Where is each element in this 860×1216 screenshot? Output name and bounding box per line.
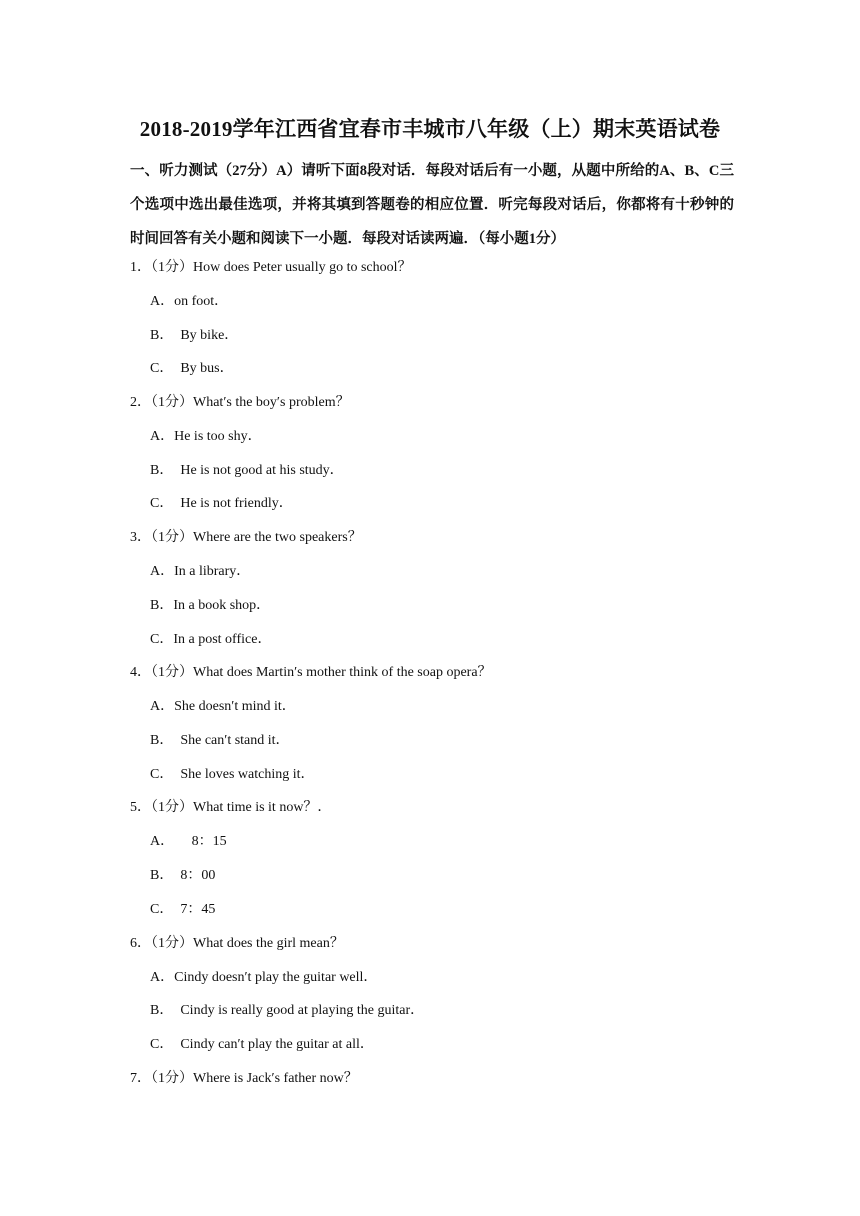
question-3-option-c: C．In a post office．: [150, 632, 272, 647]
question-2-option-c: C． He is not friendly．: [150, 496, 293, 511]
question-2-option-b: B． He is not good at his study．: [150, 463, 344, 478]
question-3-stem: 3．（1分）Where are the two speakers？: [130, 530, 362, 545]
question-3-option-b: B．In a book shop．: [150, 598, 271, 613]
question-7-stem: 7．（1分）Where is Jack′s father now？: [130, 1071, 358, 1086]
question-6-option-b: B． Cindy is really good at playing the guitar．: [150, 1003, 425, 1018]
exam-title: 2018-2019学年江西省宜春市丰城市八年级（上）期末英语试卷: [139, 117, 721, 141]
question-1-option-b: B． By bike．: [150, 328, 239, 343]
question-1-option-c: C． By bus．: [150, 361, 234, 376]
question-3-option-a: A．In a library．: [150, 564, 251, 579]
question-4-stem: 4．（1分）What does Martin′s mother think of the soap opera？: [130, 665, 492, 680]
question-1-stem: 1．（1分）How does Peter usually go to school？: [130, 260, 412, 275]
question-6-option-c: C． Cindy can′t play the guitar at all．: [150, 1037, 374, 1052]
question-5-option-c: C． 7：45: [150, 902, 216, 917]
question-6-stem: 6．（1分）What does the girl mean？: [130, 936, 344, 951]
question-6-option-a: A．Cindy doesn′t play the guitar well．: [150, 970, 378, 985]
question-4-option-c: C． She loves watching it．: [150, 767, 315, 782]
question-4-option-b: B． She can′t stand it．: [150, 733, 290, 748]
question-1-option-a: A．on foot．: [150, 294, 229, 309]
question-5-option-a: A． 8：15: [150, 834, 227, 849]
question-4-option-a: A．She doesn′t mind it．: [150, 699, 296, 714]
question-2-option-a: A．He is too shy．: [150, 429, 262, 444]
question-2-stem: 2．（1分）What′s the boy′s problem？: [130, 395, 350, 410]
question-5-stem: 5．（1分）What time is it now？．: [130, 800, 332, 815]
listening-section-heading: 一、听力测试（27分）A）请听下面8段对话．每段对话后有一小题，从题中所给的A、B、C三个选项中选出最佳选项，并将其填到答题卷的相应位置．听完每段对话后，你都将有十秒钟的时间回答有关小题和阅读下一小题．每段对话读两遍．（每小题1分）: [130, 163, 734, 247]
question-5-option-b: B． 8：00: [150, 868, 216, 883]
